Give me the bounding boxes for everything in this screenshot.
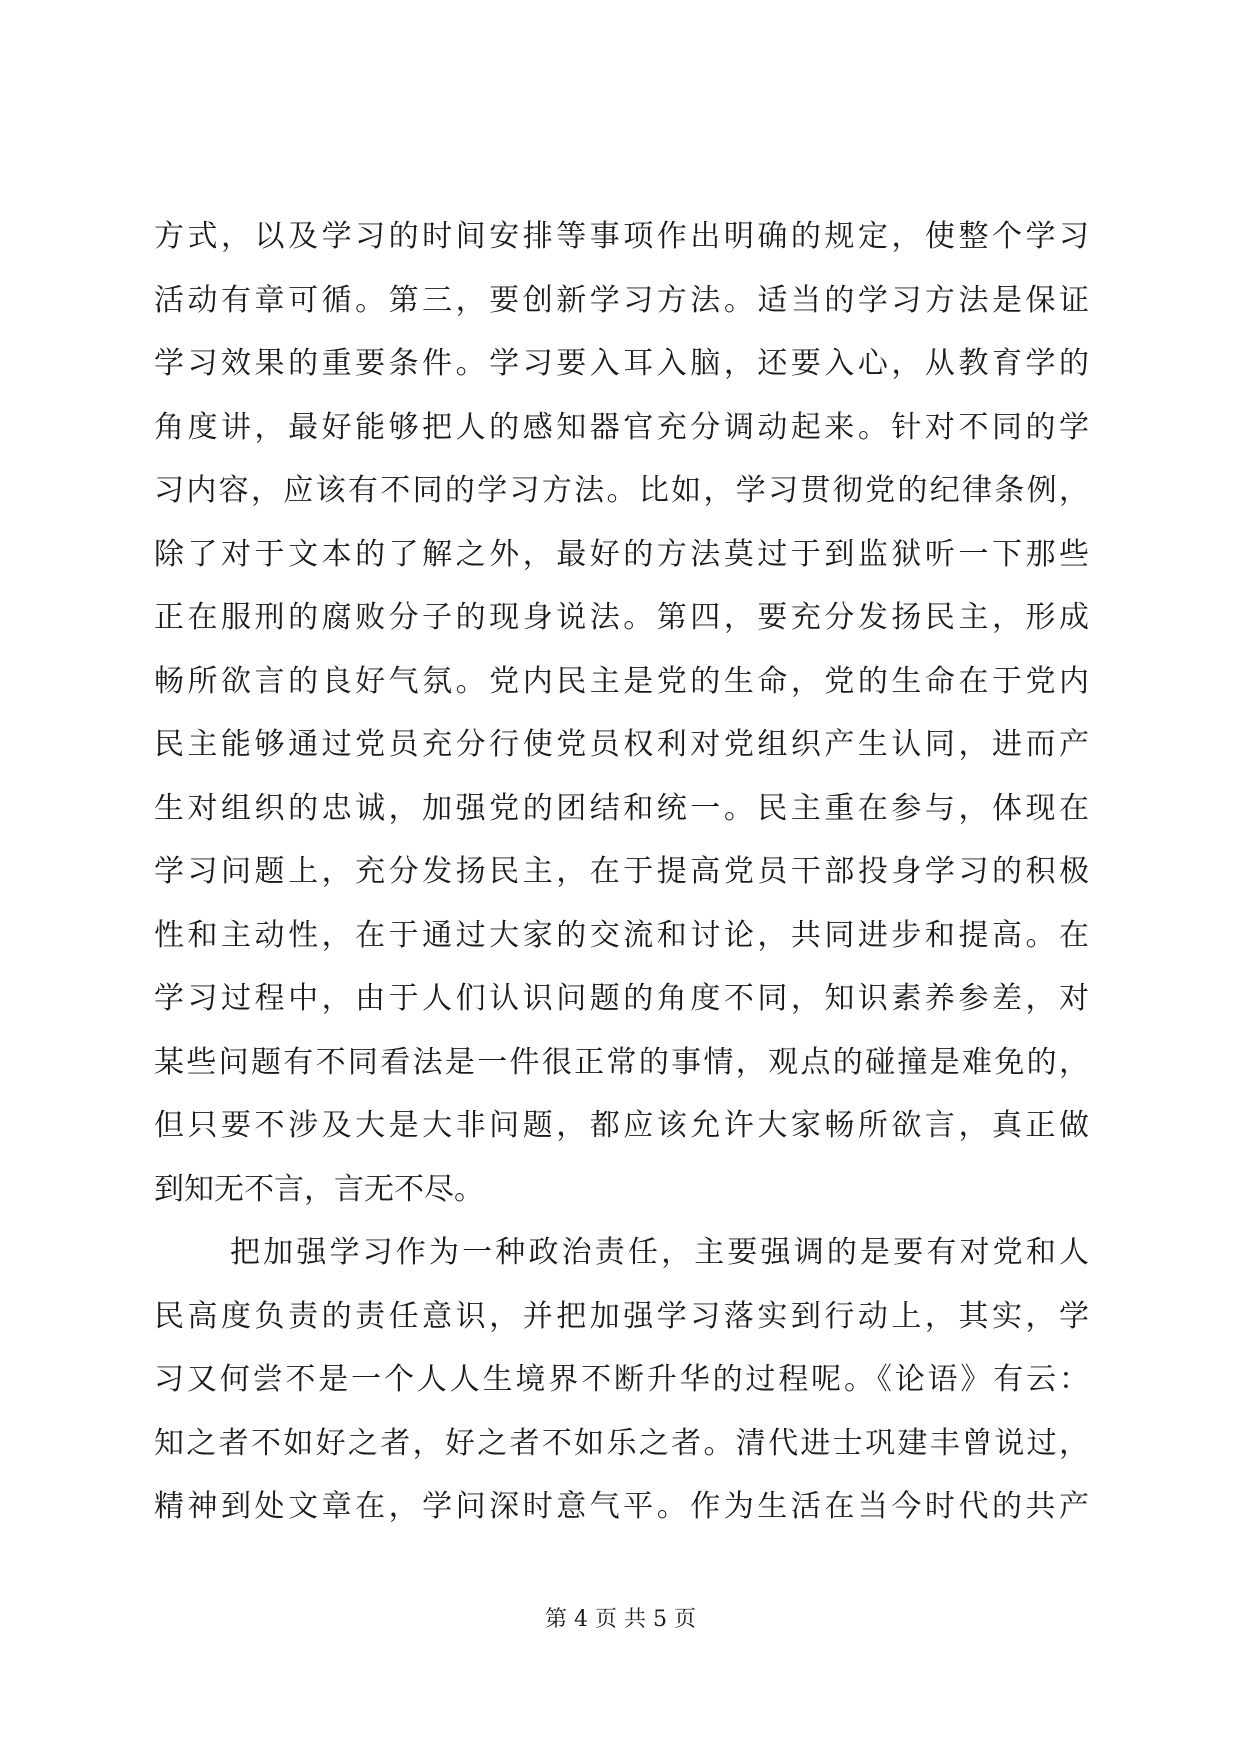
text-line: 习内容，应该有不同的学习方法。比如，学习贯彻党的纪律条例， xyxy=(154,473,1089,508)
text-line: 学习效果的重要条件。学习要入耳入脑，还要入心，从教育学的 xyxy=(154,346,1089,381)
text-line: 畅所欲言的良好气氛。党内民主是党的生命，党的生命在于党内 xyxy=(154,663,1089,699)
text-line: 正在服刑的腐败分子的现身说法。第四，要充分发扬民主，形成 xyxy=(154,600,1089,635)
text-line: 生对组织的忠诚，加强党的团结和统一。民主重在参与，体现在 xyxy=(154,790,1089,826)
text-line: 民主能够通过党员充分行使党员权利对党组织产生认同，进而产 xyxy=(154,727,1089,762)
text-line: 到知无不言，言无不尽。 xyxy=(154,1171,484,1207)
text-line: 但只要不涉及大是大非问题，都应该允许大家畅所欲言，真正做 xyxy=(154,1108,1089,1143)
text-line: 角度讲，最好能够把人的感知器官充分调动起来。针对不同的学 xyxy=(154,409,1089,445)
paragraph-1 xyxy=(154,205,1089,1221)
text-line: 知之者不如好之者，好之者不如乐之者。清代进士巩建丰曾说过， xyxy=(154,1425,1089,1461)
text-line: 民高度负责的责任意识，并把加强学习落实到行动上，其实，学 xyxy=(154,1298,1089,1334)
text-line: 习又何尝不是一个人人生境界不断升华的过程呢。《论语》有云： xyxy=(154,1362,1089,1397)
text-line: 除了对于文本的了解之外，最好的方法莫过于到监狱听一下那些 xyxy=(154,536,1089,572)
text-line: 精神到处文章在，学问深时意气平。作为生活在当今时代的共产 xyxy=(154,1489,1089,1524)
body-text xyxy=(154,205,1089,1539)
text-line: 性和主动性，在于通过大家的交流和讨论，共同进步和提高。在 xyxy=(154,917,1089,953)
paragraph-2 xyxy=(154,1221,1089,1539)
text-line: 方式，以及学习的时间安排等事项作出明确的规定，使整个学习 xyxy=(154,219,1089,254)
text-line: 学习问题上，充分发扬民主，在于提高党员干部投身学习的积极 xyxy=(154,854,1089,889)
text-line: 把加强学习作为一种政治责任，主要强调的是要有对党和人 xyxy=(230,1235,1089,1270)
page-number-footer: 第 4 页 共 5 页 xyxy=(545,1607,696,1632)
text-line: 活动有章可循。第三，要创新学习方法。适当的学习方法是保证 xyxy=(154,282,1089,318)
text-line: 某些问题有不同看法是一件很正常的事情，观点的碰撞是难免的， xyxy=(154,1044,1089,1080)
text-line: 学习过程中，由于人们认识问题的角度不同，知识素养参差，对 xyxy=(154,981,1089,1016)
